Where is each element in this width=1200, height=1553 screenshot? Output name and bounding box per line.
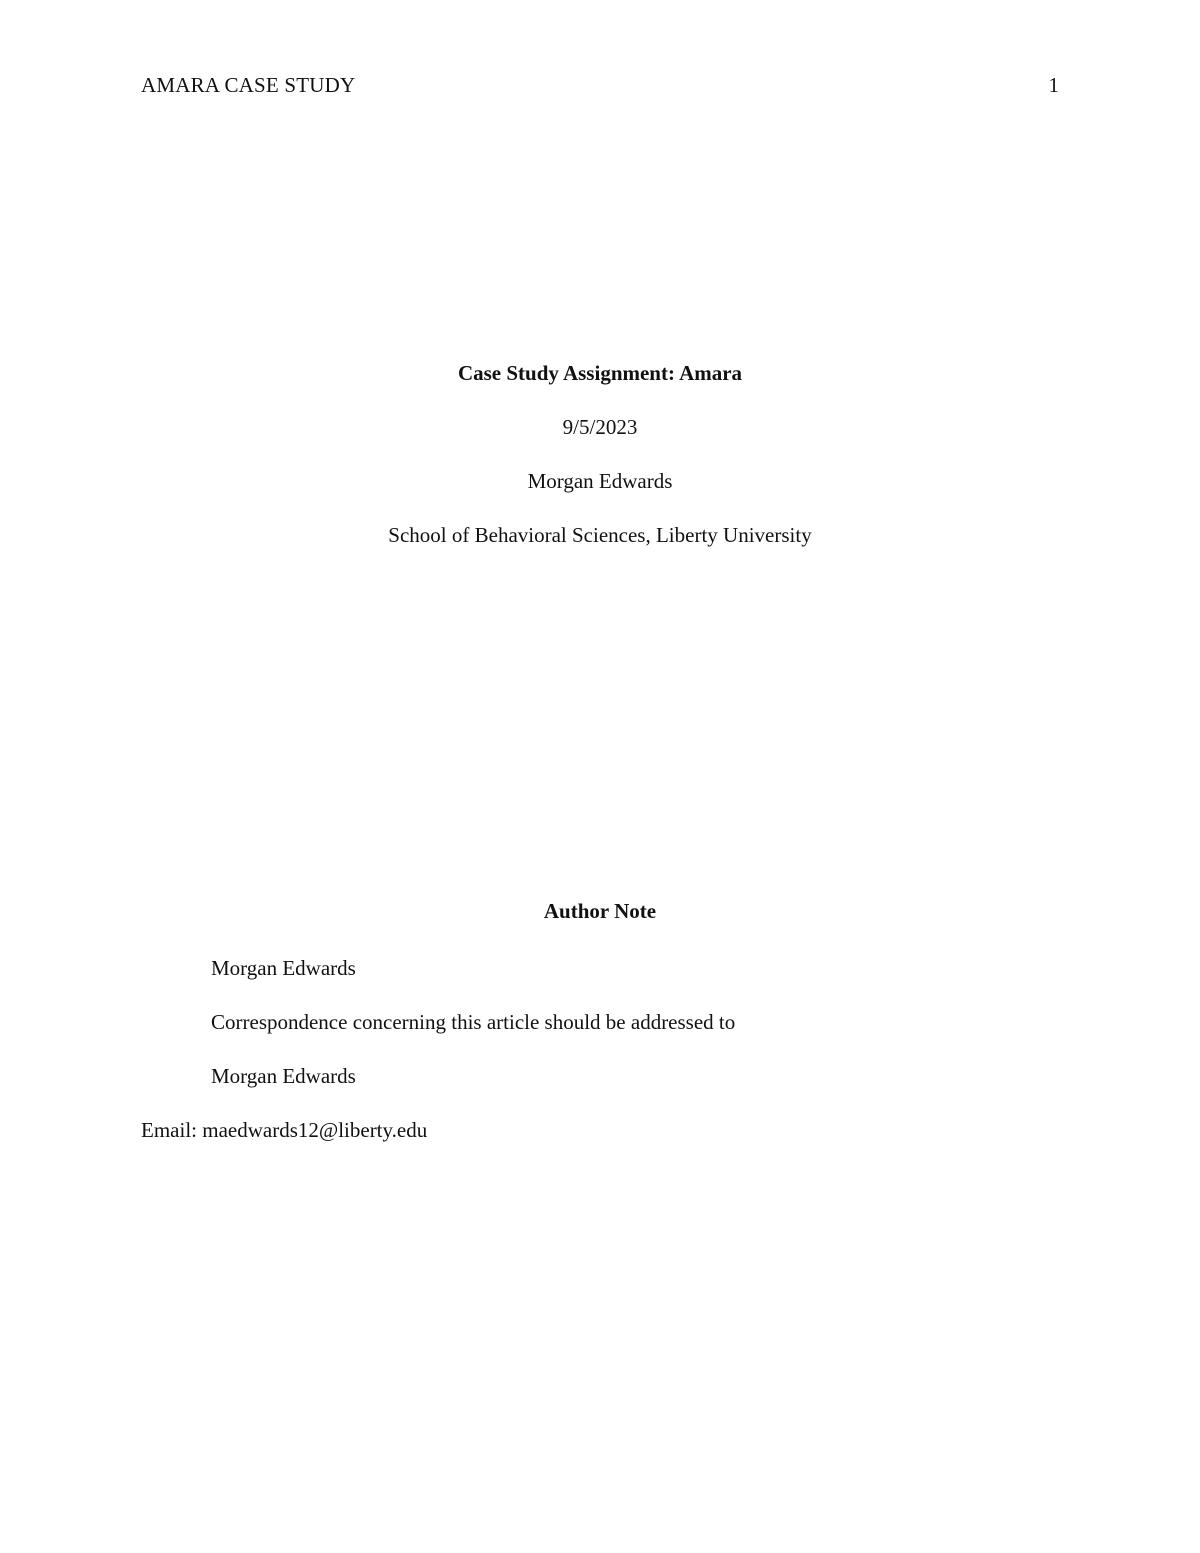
paper-date: 9/5/2023: [562, 415, 638, 439]
contact-email: Email: maedwards12@liberty.edu: [141, 1118, 428, 1142]
author-affiliation: School of Behavioral Sciences, Liberty University: [388, 523, 812, 547]
paper-title: Case Study Assignment: Amara: [457, 361, 743, 385]
author-name: Morgan Edwards: [527, 469, 673, 493]
title-block: [0, 358, 1200, 574]
author-note-body: [141, 953, 1059, 1169]
page-number: 1: [1048, 73, 1059, 97]
author-note-name: Morgan Edwards: [211, 956, 356, 980]
correspondence-name: Morgan Edwards: [211, 1064, 356, 1088]
running-head: AMARA CASE STUDY: [141, 73, 356, 97]
correspondence-text: Correspondence concerning this article should be addressed to: [211, 1010, 736, 1034]
author-note-heading: Author Note: [543, 899, 657, 923]
